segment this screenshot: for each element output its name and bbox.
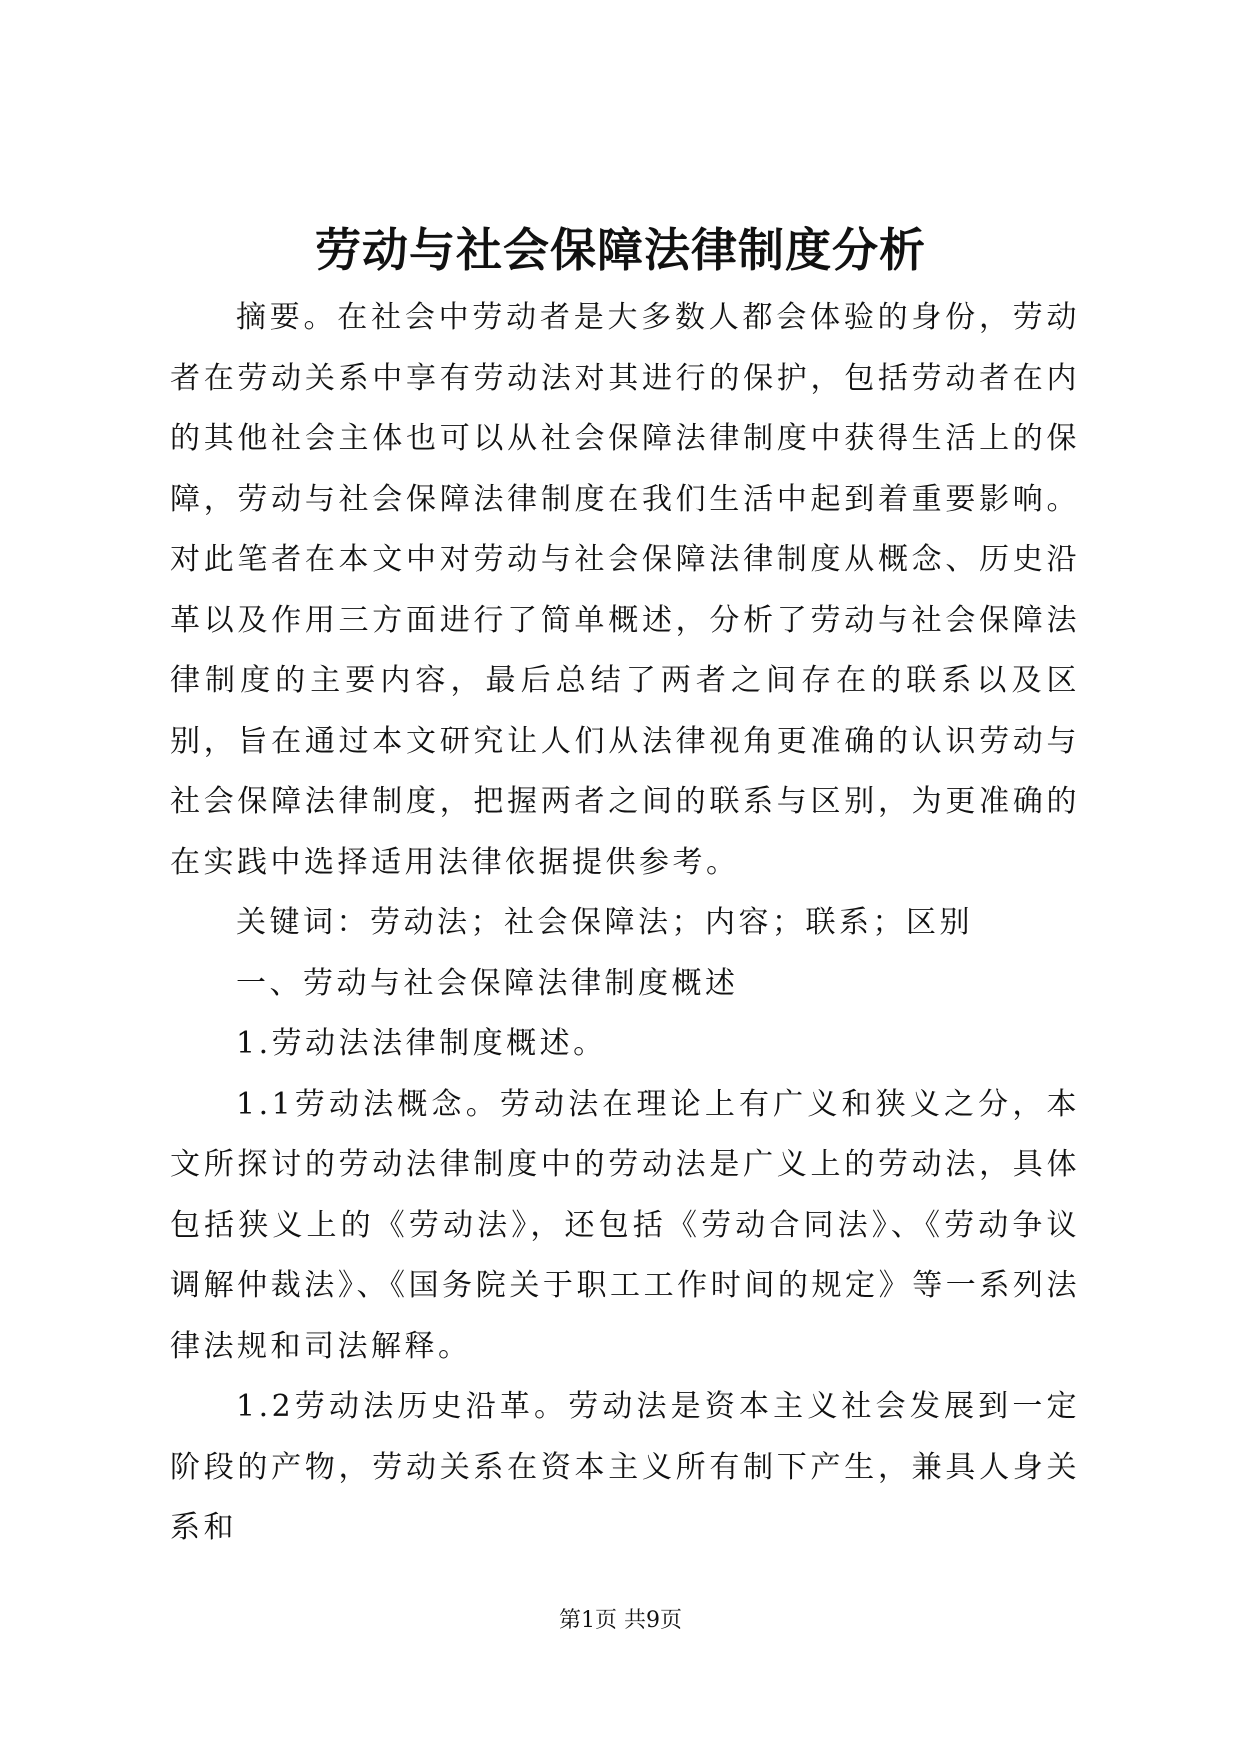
document-body bbox=[170, 288, 1080, 1559]
keywords-paragraph: 关键词：劳动法；社会保障法；内容；联系；区别 bbox=[236, 905, 973, 940]
body-paragraph: 1.2劳动法历史沿革。劳动法是资本主义社会发展到一定阶段的产物，劳动关系在资本主义所有制下产生，兼具人身关系和 bbox=[170, 1389, 1080, 1545]
document-title: 劳动与社会保障法律制度分析 bbox=[315, 223, 926, 277]
body-paragraph: 1.1劳动法概念。劳动法在理论上有广义和狭义之分，本文所探讨的劳动法律制度中的劳动法是广义上的劳动法，具体包括狭义上的《劳动法》，还包括《劳动合同法》、《劳动争议调解仲裁法》、《国务院关于职工工作时间的规定》等一系列法律法规和司法解释。 bbox=[170, 1086, 1080, 1364]
abstract-paragraph: 摘要。在社会中劳动者是大多数人都会体验的身份，劳动者在劳动关系中享有劳动法对其进行的保护，包括劳动者在内的其他社会主体也可以从社会保障法律制度中获得生活上的保障，劳动与社会保障法律制度在我们生活中起到着重要影响。对此笔者在本文中对劳动与社会保障法律制度从概念、历史沿革以及作用三方面进行了简单概述，分析了劳动与社会保障法律制度的主要内容，最后总结了两者之间存在的联系以及区别，旨在通过本文研究让人们从法律视角更准确的认识劳动与社会保障法律制度，把握两者之间的联系与区别，为更准确的在实践中选择适用法律依据提供参考。 bbox=[170, 300, 1080, 880]
section-heading: 一、劳动与社会保障法律制度概述 bbox=[236, 965, 739, 1001]
page-footer: 第1页 共9页 bbox=[559, 1608, 682, 1633]
subsection-heading: 1.劳动法法律制度概述。 bbox=[236, 1026, 607, 1061]
